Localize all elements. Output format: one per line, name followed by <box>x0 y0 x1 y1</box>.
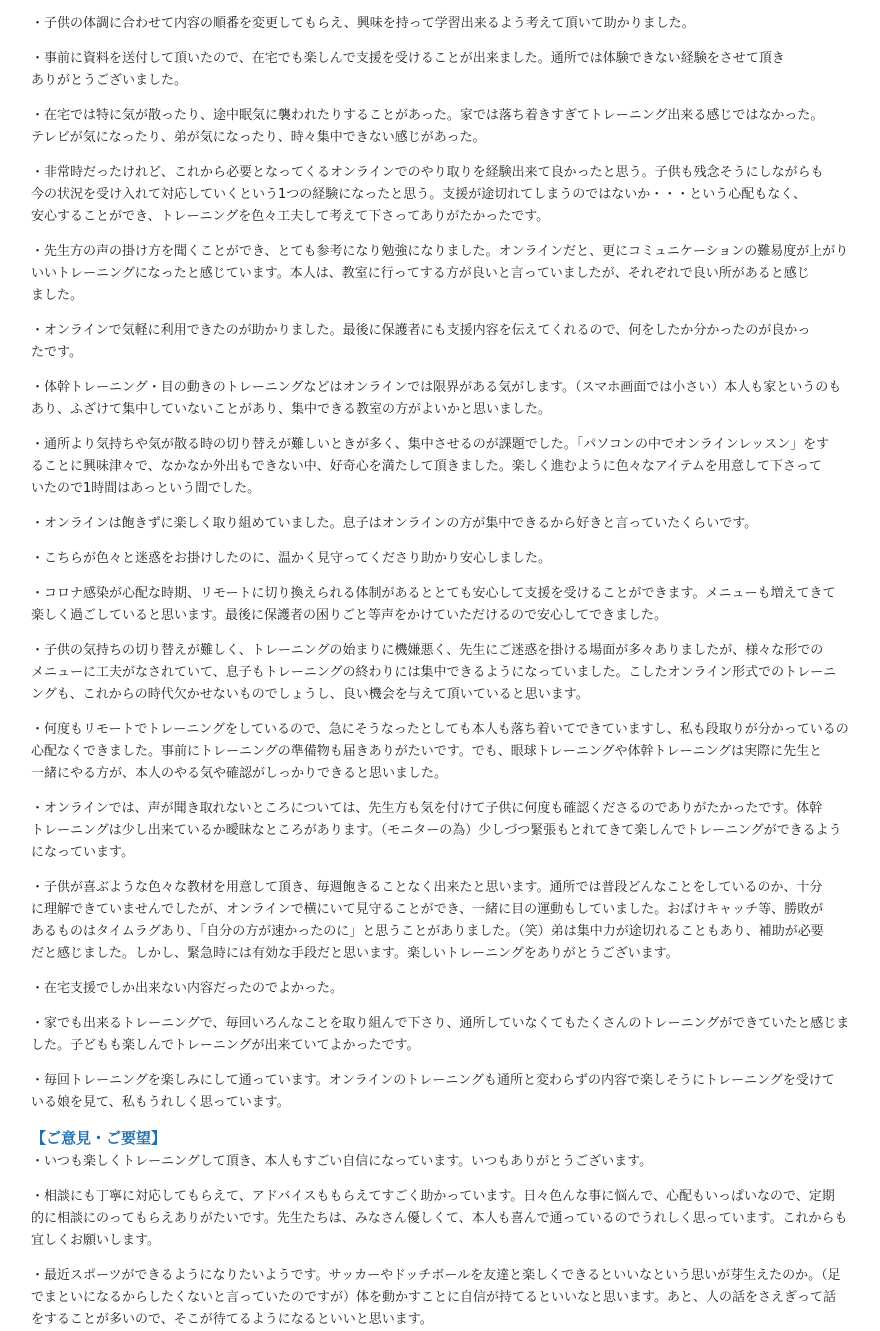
comment-item: ・在宅支援でしか出来ない内容だったのでよかった。 <box>31 981 344 996</box>
comment-item: ・先生方の声の掛け方を聞くことができ、とても参考になり勉強になりました。オンラインだと、更にコミュニケーションの難易度が上がり いいトレーニングになったと感じています。本人は、教室に行ってする方が良いと言っていましたが、それぞれで良い所があると感じ ました。 <box>31 244 849 303</box>
comment-item: ・オンラインで気軽に利用できたのが助かりました。最後に保護者にも支援内容を伝えてくれるので、何をしたか分かったのが良かっ たです。 <box>31 323 811 360</box>
comment-item: ・こちらが色々と迷惑をお掛けしたのに、温かく見守ってくださり助かり安心しました。 <box>31 551 552 566</box>
comments-section <box>31 13 872 1114</box>
comment-item: ・オンラインでは、声が聞き取れないところについては、先生方も気を付けて子供に何度も確認くださるのでありがたかったです。体幹 トレーニングは少し出来ているか曖昧なところがあります。（モニターの為）少しづつ緊張もとれてきて楽しんでトレーニングができるよう になっています。 <box>31 801 842 860</box>
comment-item: ・通所より気持ちや気が散る時の切り替えが難しいときが多く、集中させるのが課題でした。「パソコンの中でオンラインレッスン」をす ることに興味津々で、なかなか外出もできない中、好奇心を満たして頂きました。楽しく進むように色々なアイテムを用意して下さって いたので1時間はあっという間でした。 <box>31 437 830 496</box>
section-heading: 【ご意見・ご要望】 <box>31 1129 167 1147</box>
comment-item: ・子供の体調に合わせて内容の順番を変更してもらえ、興味を持って学習出来るよう考えて頂いて助かりました。 <box>31 16 695 31</box>
comment-item: ・何度もリモートでトレーニングをしているので、急にそうなったとしても本人も落ち着いてできていますし、私も段取りが分かっているの 心配なくできました。事前にトレーニングの準備物も届きありがたいです。でも、眼球トレーニングや体幹トレーニングは実際に先生と 一緒にやる方が、本人のやる気や確認がしっかりできると思いました。 <box>31 722 849 781</box>
comment-item: ・相談にも丁寧に対応してもらえて、アドバイスももらえてすごく助かっています。日々色んな事に悩んで、心配もいっぱいなので、定期 的に相談にのってもらえありがたいです。先生たちは、みなさん優しくて、本人も喜んで通っているのでうれしく思っています。これからも 宜しくお願いします。 <box>31 1189 848 1248</box>
comment-item: ・体幹トレーニング・目の動きのトレーニングなどはオンラインでは限界がある気がします。（スマホ画面では小さい）本人も家というのも あり、ふざけて集中していないことがあり、集中できる教室の方がよいかと思いました。 <box>31 380 842 417</box>
comment-item: ・子供の気持ちの切り替えが難しく、トレーニングの始まりに機嫌悪く、先生にご迷惑を掛ける場面が多々ありましたが、様々な形での メニューに工夫がなされていて、息子もトレーニングの終わりには集中できるようになっていました。こしたオンライン形式でのトレーニ ングも、これからの時代欠かせないものでしょうし、良い機会を与えて頂いていると思います。 <box>31 643 837 702</box>
comment-item: ・最近スポーツができるようになりたいようです。サッカーやドッチボールを友達と楽しくできるといいなという思いが芽生えたのか。（足 でまといになるからしたくないと言っていたのですが）体を動かすことに自信が持てるといいなと思います。あと、人の話をさえぎって話 をすることが多いので、そこが待てるようになるといいと思います。 <box>31 1268 841 1327</box>
comment-item: ・家でも出来るトレーニングで、毎回いろんなことを取り組んで下さり、通所していなくてもたくさんのトレーニングができていたと感じま した。子どもも楽しんでトレーニングが出来ていてよかったです。 <box>31 1016 850 1053</box>
comment-item: ・在宅では特に気が散ったり、途中眠気に襲われたりすることがあった。家では落ち着きすぎてトレーニング出来る感じではなかった。 テレビが気になったり、弟が気になったり、時々集中できない感じがあった。 <box>31 108 824 145</box>
comment-item: ・非常時だったけれど、これから必要となってくるオンラインでのやり取りを経験出来て良かったと思う。子供も残念そうにしながらも 今の状況を受け入れて対応していくという1つの経験になったと思う。支援が途切れてしまうのではないか・・・という心配もなく、 安心することができ、トレーニングを色々工夫して考えて下さってありがたかったです。 <box>31 165 824 224</box>
comment-item: ・毎回トレーニングを楽しみにして通っています。オンラインのトレーニングも通所と変わらずの内容で楽しそうにトレーニングを受けて いる娘を見て、私もうれしく思っています。 <box>31 1073 835 1110</box>
opinions-section <box>31 1127 872 1331</box>
comment-item: ・コロナ感染が心配な時期、リモートに切り換えられる体制があるととても安心して支援を受けることができます。メニューも増えてきて 楽しく過ごしていると思います。最後に保護者の困りごと等声をかけていただけるので安心してできました。 <box>31 586 836 623</box>
comment-item: ・事前に資料を送付して頂いたので、在宅でも楽しんで支援を受けることが出来ました。通所では体験できない経験をさせて頂き ありがとうございました。 <box>31 51 785 88</box>
comment-item: ・オンラインは飽きずに楽しく取り組めていました。息子はオンラインの方が集中できるから好きと言っていたくらいです。 <box>31 516 758 531</box>
comment-item: ・いつも楽しくトレーニングして頂き、本人もすごい自信になっています。いつもありがとうございます。 <box>31 1154 653 1169</box>
comment-item: ・子供が喜ぶような色々な教材を用意して頂き、毎週飽きることなく出来たと思います。通所では普段どんなことをしているのか、十分 に理解できていませんでしたが、オンラインで横にいて見守ることができ、一緒に目の運動もしていました。おばけキャッチ等、勝敗が あるものはタイムラグあり、「自分の方が速かったのに」と思うことがありました。（笑）弟は集中力が途切れることもあり、補助が必要 だと感じました。しかし、緊急時には有効な手段だと思います。楽しいトレーニングをありがとうございます。 <box>31 880 824 961</box>
